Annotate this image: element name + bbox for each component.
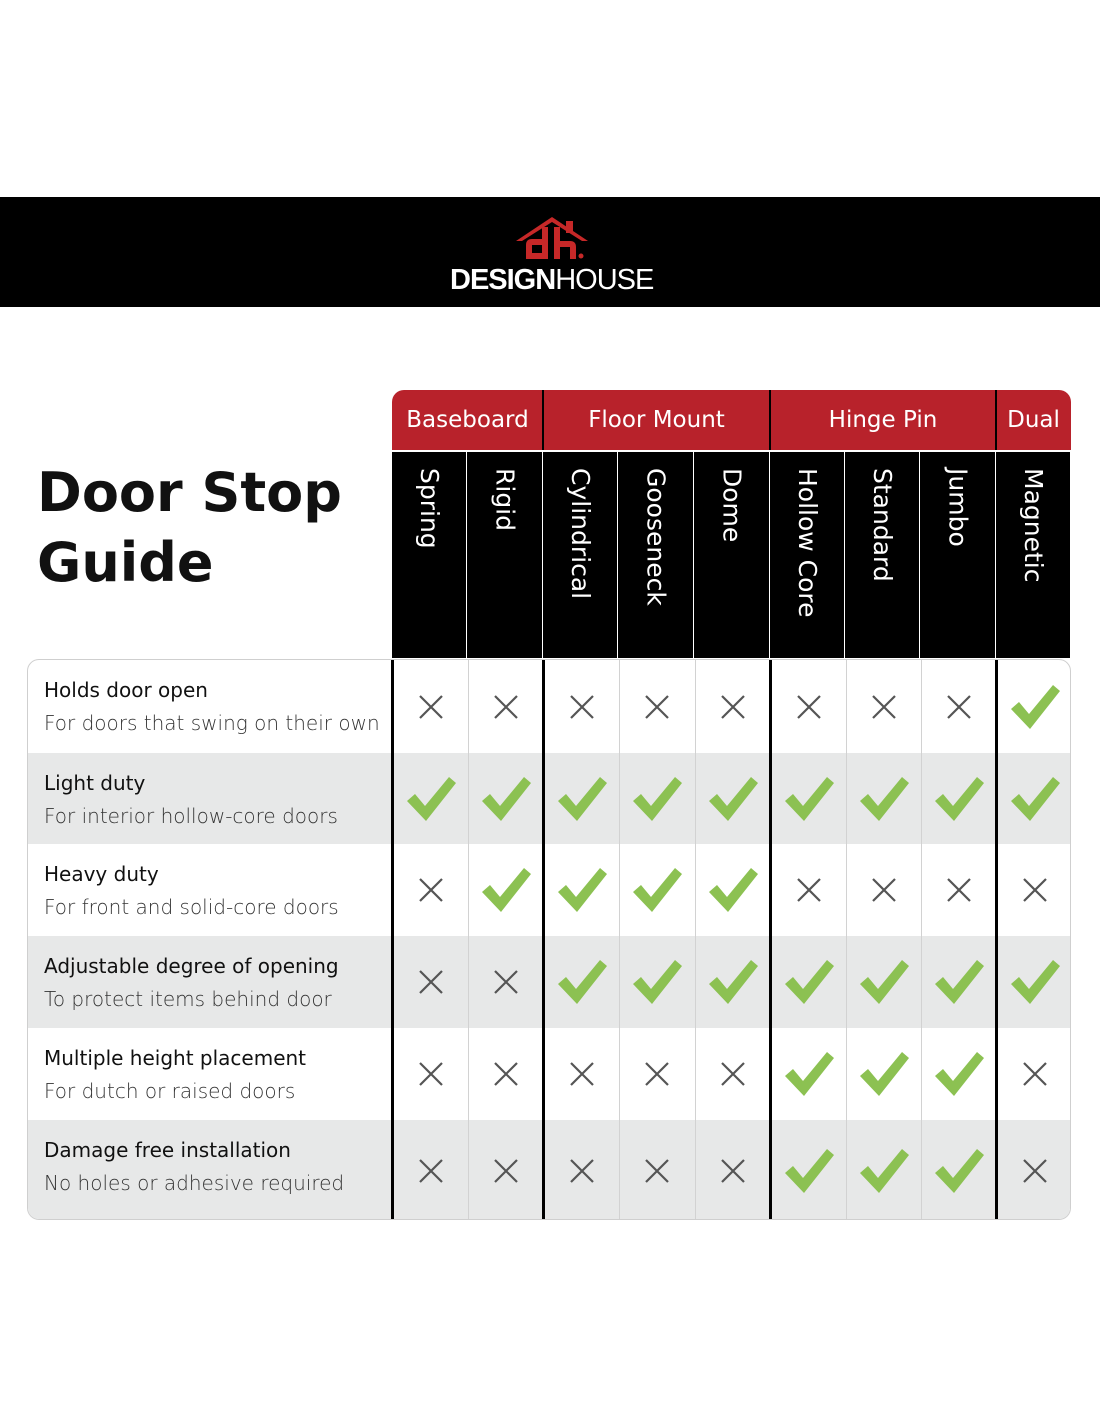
mark-cell (695, 1120, 771, 1220)
brand-name (450, 264, 654, 296)
checkmark-icon (556, 958, 608, 1006)
mark-cell (921, 1028, 997, 1120)
column-divider-line (695, 660, 696, 1219)
mark-cell (771, 753, 846, 844)
mark-cell (468, 660, 544, 753)
column-header-label: Dome (717, 468, 747, 543)
checkmark-icon (405, 775, 457, 823)
mark-cell (393, 1028, 468, 1120)
x-mark-icon (493, 969, 519, 995)
x-mark-icon (946, 694, 972, 720)
checkmark-icon (1009, 958, 1061, 1006)
checkmark-icon (933, 958, 985, 1006)
mark-cell (997, 936, 1071, 1028)
mark-cell (771, 660, 846, 753)
checkmark-icon (783, 775, 835, 823)
feature-cell (44, 1134, 389, 1200)
mark-cell (468, 844, 544, 936)
checkmark-icon (631, 775, 683, 823)
mark-cell (393, 936, 468, 1028)
column-header (618, 452, 693, 658)
checkmark-icon (933, 1050, 985, 1098)
mark-cell (921, 844, 997, 936)
mark-cell (695, 936, 771, 1028)
mark-cell (468, 753, 544, 844)
column-header-label: Rigid (490, 468, 520, 532)
checkmark-icon (783, 1147, 835, 1195)
feature-title: Light duty (44, 771, 146, 795)
table-row (28, 844, 1071, 936)
feature-cell (44, 1042, 389, 1108)
x-mark-icon (644, 1158, 670, 1184)
checkmark-icon (480, 866, 532, 914)
column-header (467, 452, 542, 658)
feature-description: No holes or adhesive required (44, 1171, 345, 1195)
group-divider-line (995, 660, 998, 1219)
mark-cell (393, 753, 468, 844)
checkmark-icon (556, 866, 608, 914)
mark-cell (544, 660, 619, 753)
checkmark-icon (556, 775, 608, 823)
mark-cell (619, 936, 695, 1028)
mark-cell (468, 1120, 544, 1220)
mark-cell (544, 1120, 619, 1220)
feature-description: For doors that swing on their own (44, 711, 380, 735)
mark-cell (997, 1028, 1071, 1120)
x-mark-icon (418, 1061, 444, 1087)
x-mark-icon (1022, 877, 1048, 903)
x-mark-icon (493, 1158, 519, 1184)
checkmark-icon (858, 1050, 910, 1098)
mark-cell (393, 660, 468, 753)
x-mark-icon (946, 877, 972, 903)
mark-cell (997, 844, 1071, 936)
checkmark-icon (858, 775, 910, 823)
checkmark-icon (1009, 683, 1061, 731)
group-header: Floor Mount (543, 390, 770, 450)
mark-cell (846, 660, 921, 753)
title-line-1: Door Stop (37, 461, 342, 524)
mark-cell (393, 844, 468, 936)
column-header-label: Cylindrical (566, 468, 595, 600)
x-mark-icon (418, 694, 444, 720)
checkmark-icon (783, 958, 835, 1006)
checkmark-icon (783, 1050, 835, 1098)
column-header (770, 452, 844, 658)
x-mark-icon (418, 969, 444, 995)
mark-cell (771, 844, 846, 936)
group-separator (542, 390, 544, 450)
column-divider-line (921, 660, 922, 1219)
x-mark-icon (796, 877, 822, 903)
feature-title: Holds door open (44, 678, 208, 702)
mark-cell (921, 753, 997, 844)
table-row (28, 936, 1071, 1028)
mark-cell (544, 1028, 619, 1120)
group-header: Hinge Pin (770, 390, 996, 450)
column-divider-line (619, 660, 620, 1219)
feature-cell (44, 674, 389, 740)
mark-cell (619, 1120, 695, 1220)
checkmark-icon (1009, 775, 1061, 823)
feature-title: Adjustable degree of opening (44, 954, 339, 978)
column-header (920, 452, 995, 658)
x-mark-icon (418, 1158, 444, 1184)
column-header-label: Jumbo (943, 468, 973, 547)
mark-cell (695, 1028, 771, 1120)
column-header (694, 452, 769, 658)
mark-cell (695, 660, 771, 753)
mark-cell (846, 844, 921, 936)
mark-cell (997, 753, 1071, 844)
column-divider-line (846, 660, 847, 1219)
mark-cell (771, 936, 846, 1028)
feature-cell (44, 767, 389, 833)
mark-cell (544, 936, 619, 1028)
table-row (28, 1120, 1071, 1220)
x-mark-icon (1022, 1061, 1048, 1087)
brand-name-light: HOUSE (555, 264, 654, 296)
designhouse-logo (450, 215, 654, 296)
feature-description: For dutch or raised doors (44, 1079, 296, 1103)
checkmark-icon (631, 958, 683, 1006)
checkmark-icon (707, 775, 759, 823)
x-mark-icon (720, 1158, 746, 1184)
x-mark-icon (644, 694, 670, 720)
group-header: Dual (996, 390, 1071, 450)
column-header-label: Hollow Core (793, 468, 822, 618)
group-separator (769, 390, 771, 450)
x-mark-icon (644, 1061, 670, 1087)
feature-description: For interior hollow-core doors (44, 804, 338, 828)
feature-description: For front and solid-core doors (44, 895, 339, 919)
checkmark-icon (933, 775, 985, 823)
group-divider-line (542, 660, 545, 1219)
title-line-2: Guide (37, 531, 214, 594)
x-mark-icon (569, 694, 595, 720)
checkmark-icon (858, 1147, 910, 1195)
x-mark-icon (1022, 1158, 1048, 1184)
group-divider-line (769, 660, 772, 1219)
x-mark-icon (871, 694, 897, 720)
mark-cell (695, 844, 771, 936)
mark-cell (468, 936, 544, 1028)
mark-cell (997, 1120, 1071, 1220)
mark-cell (544, 753, 619, 844)
column-header-label: Magnetic (1019, 468, 1048, 583)
feature-title: Heavy duty (44, 862, 159, 886)
brand-banner (0, 197, 1100, 307)
column-header (392, 452, 466, 658)
feature-description: To protect items behind door (44, 987, 332, 1011)
checkmark-icon (858, 958, 910, 1006)
mark-cell (921, 936, 997, 1028)
column-header (845, 452, 919, 658)
table-row (28, 753, 1071, 844)
mark-cell (846, 1120, 921, 1220)
column-header (543, 452, 617, 658)
column-divider-line (468, 660, 469, 1219)
group-header: Baseboard (392, 390, 543, 450)
mark-cell (619, 753, 695, 844)
mark-cell (846, 1028, 921, 1120)
mark-cell (468, 1028, 544, 1120)
x-mark-icon (796, 694, 822, 720)
column-header-label: Standard (868, 468, 897, 582)
column-header (996, 452, 1070, 658)
mark-cell (619, 660, 695, 753)
mark-cell (997, 660, 1071, 753)
x-mark-icon (493, 1061, 519, 1087)
table-body (27, 659, 1071, 1220)
house-logo-icon (512, 215, 592, 261)
brand-name-bold: DESIGN (450, 264, 556, 296)
mark-cell (544, 844, 619, 936)
column-header-label: Gooseneck (641, 468, 671, 606)
mark-cell (771, 1028, 846, 1120)
mark-cell (695, 753, 771, 844)
table-row (28, 1028, 1071, 1120)
x-mark-icon (569, 1061, 595, 1087)
feature-cell (44, 950, 389, 1016)
mark-cell (846, 753, 921, 844)
checkmark-icon (480, 775, 532, 823)
table-row (28, 660, 1071, 753)
group-divider-line (391, 660, 394, 1219)
x-mark-icon (720, 1061, 746, 1087)
feature-cell (44, 858, 389, 924)
mark-cell (393, 1120, 468, 1220)
x-mark-icon (871, 877, 897, 903)
x-mark-icon (720, 694, 746, 720)
checkmark-icon (933, 1147, 985, 1195)
mark-cell (921, 1120, 997, 1220)
mark-cell (846, 936, 921, 1028)
feature-title: Damage free installation (44, 1138, 291, 1162)
column-header-label: Spring (415, 468, 444, 549)
mark-cell (921, 660, 997, 753)
page-title (37, 458, 377, 598)
feature-title: Multiple height placement (44, 1046, 307, 1070)
mark-cell (619, 844, 695, 936)
x-mark-icon (418, 877, 444, 903)
checkmark-icon (631, 866, 683, 914)
checkmark-icon (707, 958, 759, 1006)
mark-cell (771, 1120, 846, 1220)
x-mark-icon (569, 1158, 595, 1184)
checkmark-icon (707, 866, 759, 914)
group-separator (995, 390, 997, 450)
mark-cell (619, 1028, 695, 1120)
x-mark-icon (493, 694, 519, 720)
